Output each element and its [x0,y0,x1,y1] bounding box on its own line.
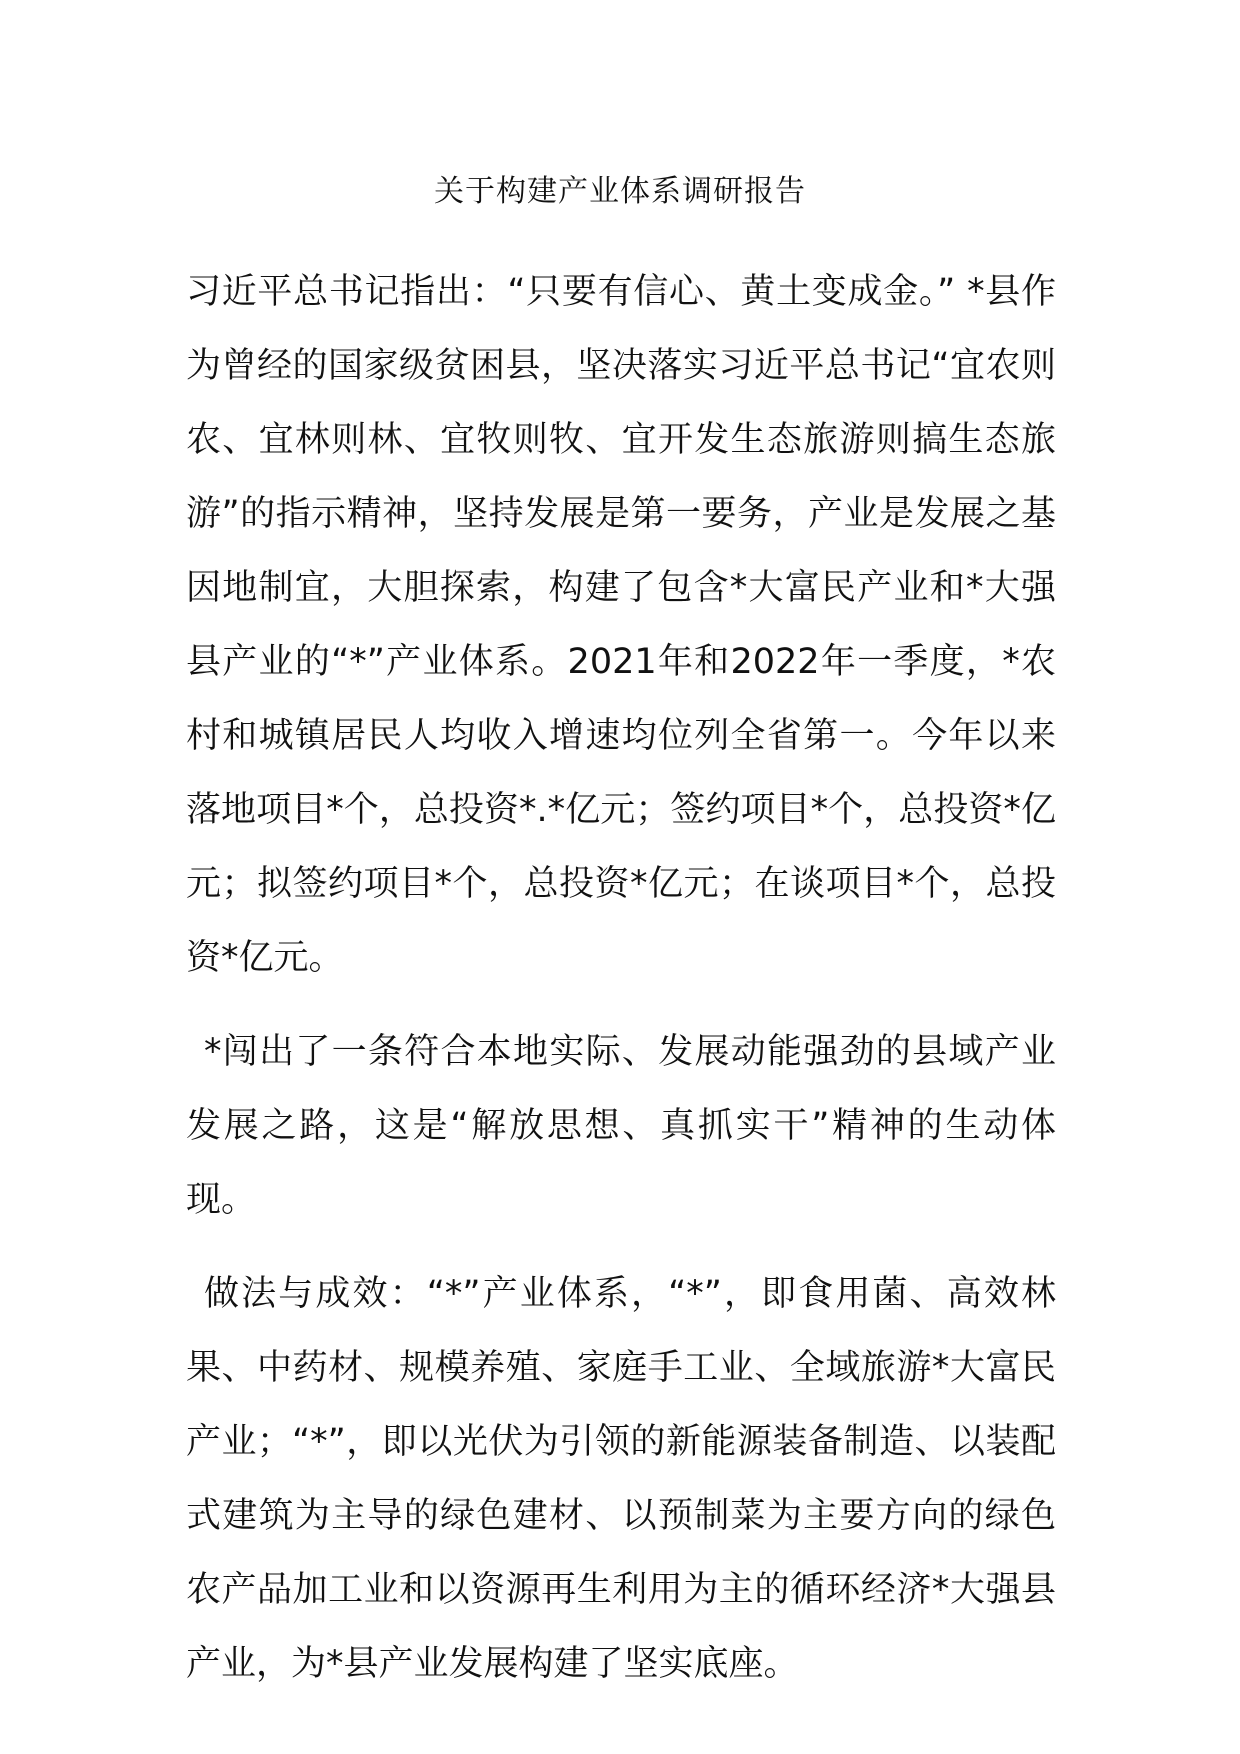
document-body [186,255,1056,1721]
paragraph-intro: 习近平总书记指出：“只要有信心、黄土变成金。” *县作为曾经的国家级贫困县，坚决落实习近平总书记“宜农则农、宜林则林、宜牧则牧、宜开发生态旅游则搞生态旅游”的指示精神，坚持发展是第一要务，产业是发展之基因地制宜，大胆探索，构建了包含*大富民产业和*大强县产业的“*”产业体系。2021年和2022年一季度，*农村和城镇居民人均收入增速均位列全省第一。今年以来落地项目*个，总投资*.*亿元；签约项目*个，总投资*亿元；拟签约项目*个，总投资*亿元；在谈项目*个，总投资*亿元。 [186,272,1056,978]
document-title: 关于构建产业体系调研报告 [434,174,806,209]
paragraph-path: *闯出了一条符合本地实际、发展动能强劲的县域产业发展之路，这是“解放思想、真抓实干”精神的生动体现。 [186,1032,1056,1220]
paragraph-practice: 做法与成效：“*”产业体系，“*”，即食用菌、高效林果、中药材、规模养殖、家庭手工业、全域旅游*大富民产业；“*”，即以光伏为引领的新能源装备制造、以装配式建筑为主导的绿色建材、以预制菜为主要方向的绿色农产品加工业和以资源再生利用为主的循环经济*大强县产业，为*县产业发展构建了坚实底座。 [186,1274,1056,1684]
